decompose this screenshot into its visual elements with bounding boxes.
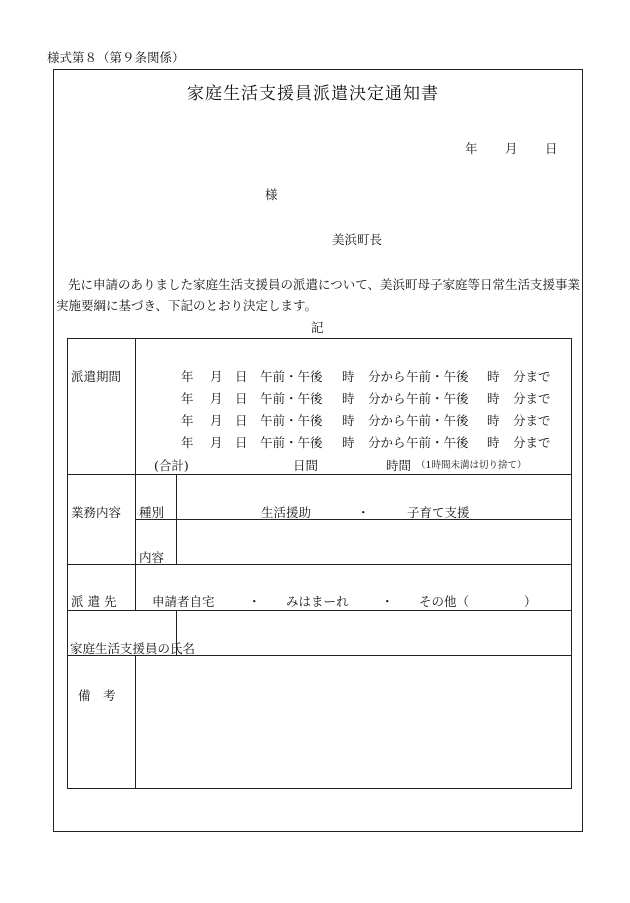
date-day: 日 xyxy=(545,141,558,156)
year-label: 年 xyxy=(181,413,194,428)
month-label: 月 xyxy=(210,413,223,428)
to-min-label: 分まで xyxy=(513,391,551,406)
month-label: 月 xyxy=(210,391,223,406)
ki-label: 記 xyxy=(311,320,324,335)
body-text: 先に申請のありました家庭生活支援員の派遣について、美浜町母子家庭等日常生活支援事業実施要綱に基づき、下記のとおり決定します。 xyxy=(56,277,581,313)
day-label: 日 xyxy=(235,413,248,428)
from-min-label: 分から xyxy=(368,369,406,384)
to-ampm: 午前・午後 xyxy=(406,369,469,384)
period-row xyxy=(136,411,571,433)
from-hour-label: 時 xyxy=(342,369,355,384)
to-min-label: 分まで xyxy=(513,435,551,450)
to-ampm: 午前・午後 xyxy=(406,413,469,428)
to-min-label: 分まで xyxy=(513,413,551,428)
period-label-cell xyxy=(68,339,136,475)
to-hour-label: 時 xyxy=(487,413,500,428)
period-cell xyxy=(136,339,572,475)
to-min-label: 分まで xyxy=(513,369,551,384)
to-hour-label: 時 xyxy=(487,435,500,450)
date-month: 月 xyxy=(505,141,518,156)
period-row xyxy=(136,389,571,411)
type-separator: ・ xyxy=(357,505,370,520)
destination-label: 派 遣 先 xyxy=(71,594,117,609)
content-label-cell xyxy=(136,520,177,565)
remarks-label-cell xyxy=(68,656,136,789)
destination-options-cell xyxy=(136,565,572,611)
month-label: 月 xyxy=(210,369,223,384)
day-label: 日 xyxy=(235,435,248,450)
destination-separator: ・ xyxy=(248,594,261,609)
content-field[interactable] xyxy=(177,520,572,565)
issuer: 美浜町長 xyxy=(332,232,383,247)
days-unit: 日間 xyxy=(293,458,319,473)
date-year: 年 xyxy=(465,141,478,156)
work-label: 業務内容 xyxy=(71,505,122,520)
from-ampm: 午前・午後 xyxy=(260,369,323,384)
from-hour-label: 時 xyxy=(342,413,355,428)
work-label-cell xyxy=(68,475,136,565)
destination-option-other[interactable]: その他（ xyxy=(419,594,470,609)
from-ampm: 午前・午後 xyxy=(260,435,323,450)
type-label-cell xyxy=(136,475,177,520)
from-min-label: 分から xyxy=(368,435,406,450)
to-hour-label: 時 xyxy=(487,391,500,406)
destination-other-close: ） xyxy=(524,594,537,609)
to-ampm: 午前・午後 xyxy=(406,435,469,450)
form-title: 家庭生活支援員派遣決定通知書 xyxy=(187,84,439,104)
type-option-life-support[interactable]: 生活援助 xyxy=(261,505,312,520)
year-label: 年 xyxy=(181,391,194,406)
to-hour-label: 時 xyxy=(487,369,500,384)
to-ampm: 午前・午後 xyxy=(406,391,469,406)
year-label: 年 xyxy=(181,435,194,450)
from-hour-label: 時 xyxy=(342,435,355,450)
period-row xyxy=(136,433,571,455)
addressee-suffix: 様 xyxy=(265,187,278,202)
period-row xyxy=(136,367,571,389)
from-ampm: 午前・午後 xyxy=(260,413,323,428)
hours-unit: 時間 xyxy=(386,458,412,473)
month-label: 月 xyxy=(210,435,223,450)
year-label: 年 xyxy=(181,369,194,384)
type-options-cell xyxy=(177,475,572,520)
form-number: 様式第８（第９条関係） xyxy=(47,50,185,65)
destination-separator: ・ xyxy=(381,594,394,609)
supporter-name-field[interactable] xyxy=(177,611,572,656)
from-hour-label: 時 xyxy=(342,391,355,406)
type-option-childcare[interactable]: 子育て支援 xyxy=(407,505,470,520)
supporter-name-label-cell xyxy=(68,611,196,656)
supporter-name-label: 家庭生活支援員の氏名 xyxy=(70,641,196,656)
total-label: (合計) xyxy=(154,458,189,473)
remarks-label: 備 考 xyxy=(78,688,116,703)
period-label: 派遣期間 xyxy=(71,369,122,384)
remarks-field[interactable] xyxy=(136,656,572,789)
day-label: 日 xyxy=(235,369,248,384)
from-min-label: 分から xyxy=(368,391,406,406)
destination-option-home[interactable]: 申請者自宅 xyxy=(152,594,215,609)
destination-option-mihamare[interactable]: みはまーれ xyxy=(286,594,349,609)
decision-table xyxy=(67,338,572,789)
destination-label-cell xyxy=(68,565,136,611)
content-label: 内容 xyxy=(139,550,165,565)
hours-note: （1時間未満は切り捨て） xyxy=(416,460,527,471)
type-label: 種別 xyxy=(139,505,165,520)
from-min-label: 分から xyxy=(368,413,406,428)
from-ampm: 午前・午後 xyxy=(260,391,323,406)
day-label: 日 xyxy=(235,391,248,406)
